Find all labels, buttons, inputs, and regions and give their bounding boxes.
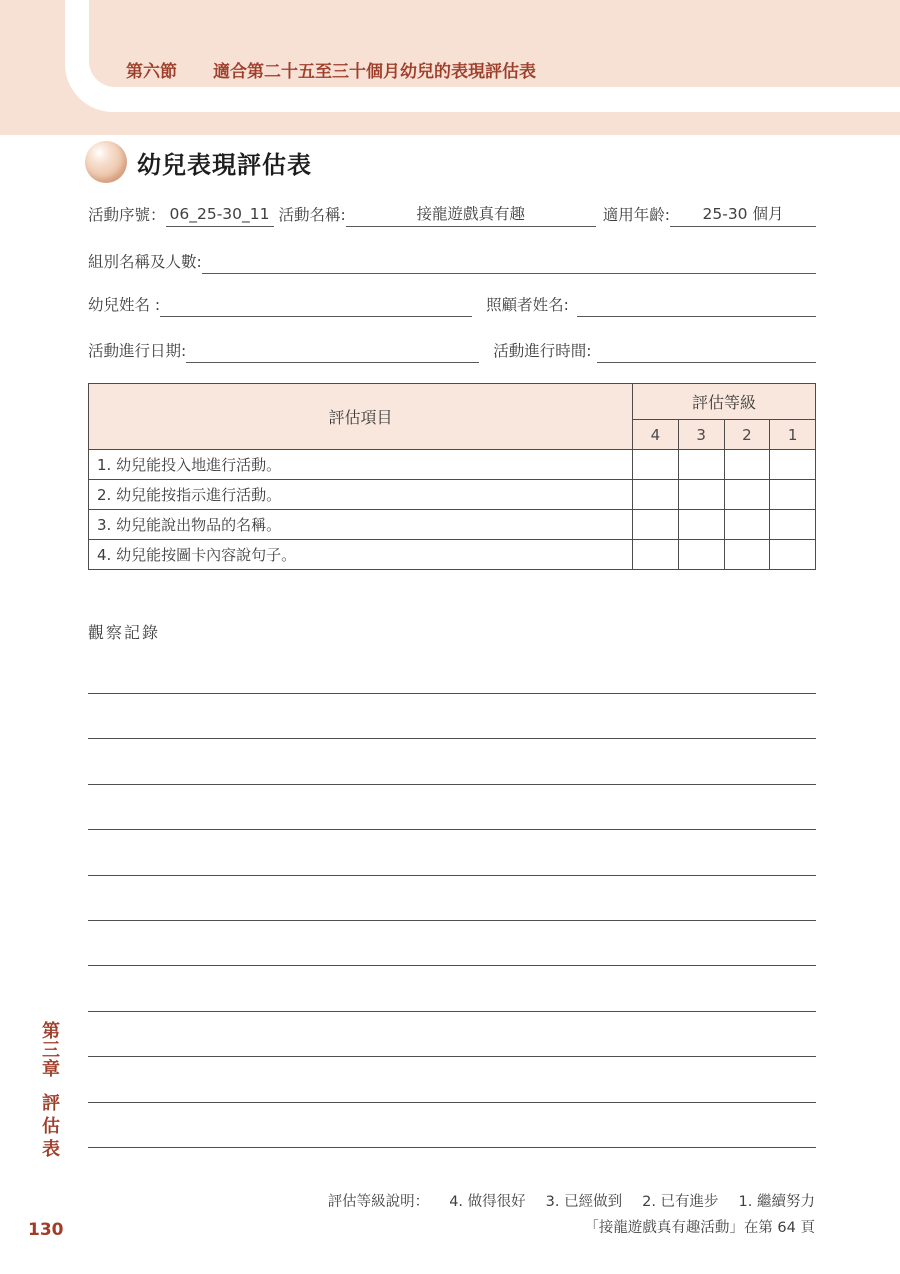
activity-name-field: 接龍遊戲真有趣 [346,203,596,227]
grade-legend-item: 3. 已經做到 [545,1194,623,1210]
grade-checkbox-cell [770,450,816,480]
grade-checkbox-cell [724,480,770,510]
section-heading [126,57,536,82]
sidebar-section-label: 評估表 [39,1093,60,1162]
sphere-bullet-icon [85,141,127,183]
assessment-item: 1. 幼兒能投入地進行活動。 [89,450,633,480]
grade-legend-item: 4. 做得很好 [449,1194,526,1210]
grade-checkbox-cell [633,540,679,570]
grade-checkbox-cell [724,510,770,540]
grade-checkbox-cell [770,480,816,510]
activity-no-field: 06_25-30_11 [166,203,274,227]
grade-legend-item: 1. 繼續努力 [738,1194,815,1210]
caregiver-label: 照顧者姓名: [486,296,569,314]
time-field [597,339,816,363]
assessment-rows [89,450,816,570]
observation-ruled-line [88,1011,816,1012]
table-row [89,540,816,570]
assessment-item: 4. 幼兒能按圖卡內容說句子。 [89,540,633,570]
grade-column-header: 2 [724,420,770,450]
form-row-group [88,250,816,274]
grade-legend [328,1190,815,1211]
table-row [89,450,816,480]
activity-name-label: 活動名稱: [278,206,346,224]
group-field [202,250,816,274]
grade-checkbox-cell [770,510,816,540]
date-label: 活動進行日期: [88,342,187,360]
observation-ruled-line [88,1147,816,1148]
page-title-row [85,141,312,183]
grade-checkbox-cell [633,510,679,540]
observation-ruled-line [88,784,816,785]
child-name-label: 幼兒姓名 : [88,296,161,314]
grade-checkbox-cell [724,540,770,570]
grade-checkbox-cell [678,480,724,510]
grade-checkbox-cell [678,510,724,540]
grade-checkbox-cell [678,540,724,570]
grade-legend-item: 2. 已有進步 [642,1194,719,1210]
grade-group-header: 評估等級 [633,384,816,420]
assessment-item: 2. 幼兒能按指示進行活動。 [89,480,633,510]
sidebar-chapter-label: 第三章 [39,1021,60,1078]
section-title: 適合第二十五至三十個月幼兒的表現評估表 [213,62,536,82]
table-row [89,480,816,510]
group-label: 組別名稱及人數: [88,253,202,271]
grade-column-header: 1 [770,420,816,450]
grade-column-header: 3 [678,420,724,450]
assessment-item: 3. 幼兒能說出物品的名稱。 [89,510,633,540]
activity-reference: 「接龍遊戲真有趣活動」在第 64 頁 [584,1220,815,1236]
grade-column-header: 4 [633,420,679,450]
grade-checkbox-cell [633,450,679,480]
observation-ruled-line [88,920,816,921]
observation-ruled-line [88,875,816,876]
header-band [0,0,900,135]
form-row-activity [88,203,816,227]
page-number: 130 [28,1220,64,1240]
date-field [186,339,479,363]
observation-label: 觀察記錄 [88,623,161,642]
form-row-names [88,293,816,317]
age-label: 適用年齡: [602,206,670,224]
child-name-field [160,293,472,317]
grade-checkbox-cell [770,540,816,570]
age-field: 25-30 個月 [670,203,816,227]
observation-ruled-line [88,829,816,830]
observation-ruled-line [88,693,816,694]
form-row-datetime [88,339,816,363]
grade-checkbox-cell [724,450,770,480]
activity-no-label: 活動序號： [88,206,166,224]
page-title: 幼兒表現評估表 [137,150,312,179]
grade-checkbox-cell [678,450,724,480]
observation-ruled-line [88,965,816,966]
table-row [89,510,816,540]
observation-ruled-line [88,1056,816,1057]
time-label: 活動進行時間: [493,342,592,360]
caregiver-field [577,293,816,317]
section-label: 第六節 [126,62,177,82]
assessment-table [88,383,816,570]
observation-ruled-line [88,1102,816,1103]
item-column-header: 評估項目 [89,384,633,450]
observation-ruled-line [88,738,816,739]
header-inner-panel [89,0,900,87]
grade-legend-label: 評估等級說明： [327,1194,430,1210]
grade-checkbox-cell [633,480,679,510]
